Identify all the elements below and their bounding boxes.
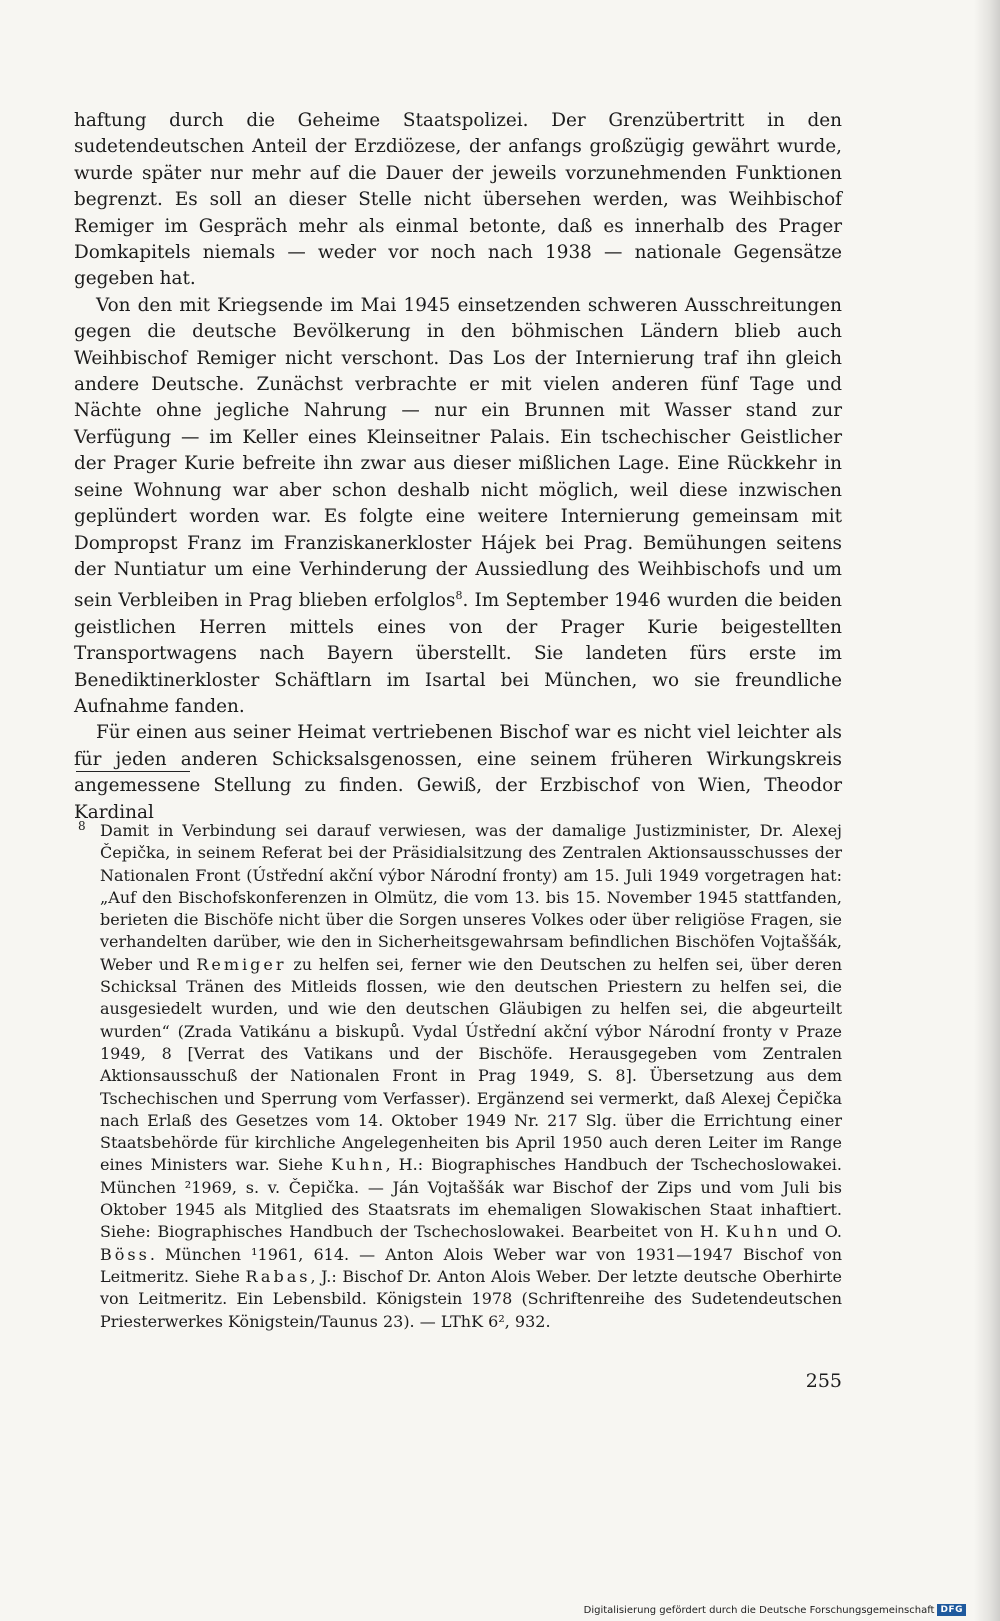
footnote-separator bbox=[76, 771, 190, 772]
paragraph: Für einen aus seiner Heimat vertriebenen Bischof war es nicht viel leichter als für jeden anderen Schicksalsgenossen, eine seinem früheren Wirkungskreis angemessene Stellung zu finden. Gewiß, der Erzbischof von Wien, Theodor Kardinal bbox=[74, 722, 842, 823]
paragraph-text: . Im September 1946 wurden die beiden geistlichen Herren mittels eines von der Prager Kurie beigestellten Transportwagens nach Bayern überstellt. Sie landeten fürs erste im Benediktinerkloster Schäftlarn im Isartal bei München, wo sie freundliche Aufnahme fanden. bbox=[74, 590, 842, 718]
credit-text: Digitalisierung gefördert durch die Deutsche Forschungsgemeinschaft bbox=[583, 1604, 935, 1616]
spaced-name: Rabas bbox=[245, 1266, 311, 1286]
dfg-logo-icon: DFG bbox=[937, 1604, 966, 1616]
spaced-name: Kuhn bbox=[725, 1222, 781, 1242]
footnote bbox=[78, 820, 842, 1333]
footnote-reference[interactable]: 8 bbox=[455, 589, 463, 603]
footnote-segment: , H.: Biographisches Handbuch der Tschechoslowakei. München ²1969, s. v. Čepička. — Ján Vojtaššák war Bischof der Zips und vom Juli bis Oktober 1945 als Mitglied des Staatsrats im ehemaligen Slowakischen Staat inhaftiert. Siehe: Biographisches Handbuch der Tschechoslowakei. Bearbeitet von H. bbox=[100, 1155, 843, 1242]
paragraph-text: Von den mit Kriegsende im Mai 1945 einsetzenden schweren Ausschreitungen gegen die deutsche Bevölkerung in den böhmischen Ländern blieb auch Weihbischof Remiger nicht verschont. Das Los der Internierung traf ihn gleich andere Deutsche. Zunächst verbrachte er mit vielen anderen fünf Tage und Nächte ohne jegliche Nahrung — nur ein Brunnen mit Wasser stand zur Verfügung — im Keller eines Kleinseitner Palais. Ein tschechischer Geistlicher der Prager Kurie befreite ihn zwar aus dieser mißlichen Lage. Eine Rückkehr in seine Wohnung war aber schon deshalb nicht möglich, weil diese inzwischen geplündert worden war. Es folgte eine weitere Internierung gemeinsam mit Dompropst Franz im Franziskanerkloster Hájek bei Prag. Bemühungen seitens der Nuntiatur um eine Verhinderung der Aussiedlung des Weihbischofs und um sein Verbleiben in Prag blieben erfolglos bbox=[74, 294, 842, 612]
paragraph: haftung durch die Geheime Staatspolizei. Der Grenzübertritt in den sudetendeutschen Anteil der Erzdiözese, der anfangs großzügig gewährt wurde, wurde später nur mehr auf die Dauer der jeweils vorzunehmenden Funktionen begrenzt. Es soll an dieser Stelle nicht übersehen werden, was Weihbischof Remiger im Gespräch mehr als einmal betonte, daß es innerhalb des Prager Domkapitels niemals — weder vor noch nach 1938 — nationale Gegensätze gegeben hat. bbox=[74, 110, 842, 290]
footnote-segment: und O. bbox=[787, 1222, 843, 1242]
footnote-segment: , J.: Bischof Dr. Anton Alois Weber. Der letzte deutsche Oberhirte von Leitmeritz. Ein Lebensbild. Königstein 1978 (Schriftenreihe des Sudetendeutschen Priesterwerkes Königstein/Taunus 23). — LThK 6², 932. bbox=[100, 1266, 842, 1331]
spaced-name: Böss bbox=[100, 1244, 150, 1264]
scan-edge-shadow bbox=[974, 0, 1000, 1621]
spaced-name: Remiger bbox=[196, 954, 287, 974]
footnote-mark: 8 bbox=[78, 819, 86, 833]
footnote-segment: zu helfen sei, ferner wie den Deutschen zu helfen sei, über deren Schicksal Tränen des Mitleids flossen, wie den deutschen Priestern zu helfen sei, die ausgesiedelt wurden, und wie den deutschen Gläubigen zu helfen sei, die abgeurteilt wurden“ (Zrada Vatikánu a biskupů. Vydal Ústřední akční výbor Národní fronty v Praze 1949, 8 [Verrat des Vatikans und der Bischöfe. Herausgegeben vom Zentralen Aktionsausschuß der Nationalen Front in Prag 1949, S. 8]. Übersetzung aus dem Tschechischen und Sperrung vom Verfasser). Ergänzend sei vermerkt, daß Alexej Čepička nach Erlaß des Gesetzes vom 14. Oktober 1949 Nr. 217 Slg. über die Errichtung einer Staatsbehörde für kirchliche Angelegenheiten bis April 1950 auch deren Leiter im Range eines Ministers war. Siehe bbox=[100, 954, 843, 1175]
footnote-segment: . München ¹1961, 614. — Anton Alois Weber war von 1931—1947 Bischof von Leitmeritz. Siehe bbox=[100, 1244, 842, 1286]
footnote-text bbox=[100, 820, 842, 1333]
digitization-credit bbox=[584, 1604, 966, 1616]
spaced-name: Kuhn bbox=[331, 1155, 386, 1175]
footnote-segment: Damit in Verbindung sei darauf verwiesen, was der damalige Justizminister, Dr. Alexej Čepička, in seinem Referat bei der Präsidialsitzung des Zentralen Aktionsausschusses der Nationalen Front (Ústřední akční výbor Národní fronty) am 15. Juli 1949 vorgetragen hat: „Auf den Bischofskonferenzen in Olmütz, die vom 13. bis 15. November 1945 stattfanden, berieten die Bischöfe nicht über die Sorgen unseres Volkes oder über religiöse Fragen, sie verhandelten darüber, wie den in Sicherheitsgewahrsam befindlichen Bischöfen Vojtaššák, Weber und bbox=[100, 821, 842, 974]
page-number: 255 bbox=[805, 1370, 842, 1392]
paragraph bbox=[74, 293, 842, 721]
main-text bbox=[74, 108, 842, 826]
